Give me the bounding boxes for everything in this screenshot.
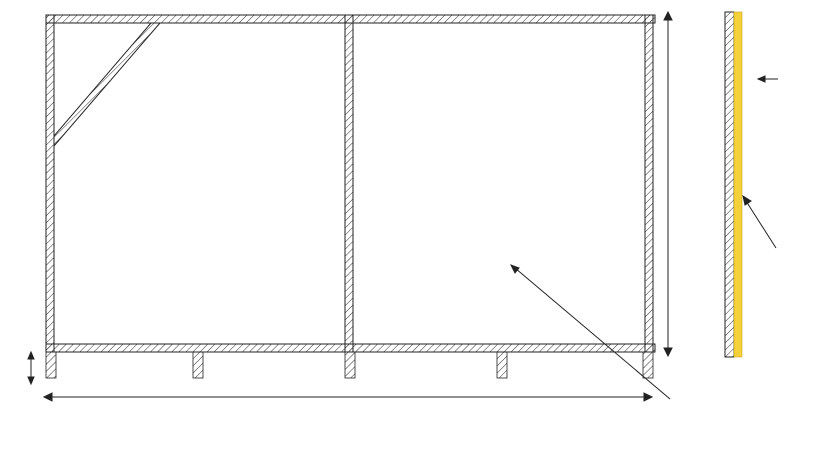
right-post xyxy=(645,15,653,352)
left-post xyxy=(46,15,54,352)
center-post xyxy=(345,15,353,352)
diagonal-brace xyxy=(54,23,160,146)
floor-dimension xyxy=(28,352,34,384)
side-post xyxy=(725,12,734,357)
frame xyxy=(46,15,655,352)
feet xyxy=(46,352,653,378)
plywood-strip xyxy=(734,12,742,357)
plywood-arrow xyxy=(746,201,776,248)
height-dimension xyxy=(664,12,672,356)
width-dimension xyxy=(44,393,652,401)
side-view xyxy=(725,12,742,357)
